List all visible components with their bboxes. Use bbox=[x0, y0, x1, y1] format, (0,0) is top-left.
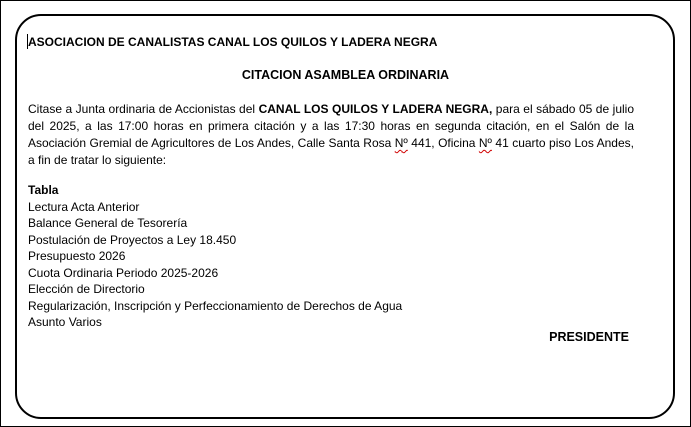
agenda-item: Presupuesto 2026 bbox=[28, 249, 126, 263]
canal-name-bold: CANAL LOS QUILOS Y LADERA NEGRA, bbox=[258, 102, 493, 116]
agenda-heading: Tabla bbox=[28, 183, 59, 197]
summons-paragraph bbox=[28, 101, 634, 169]
agenda-item: Lectura Acta Anterior bbox=[28, 199, 140, 214]
agenda-item: Regularización, Inscripción y Perfeccionamiento de Derechos de Agua bbox=[28, 298, 403, 313]
paragraph-text-5: 441, Oficina bbox=[407, 136, 479, 150]
paragraph-text-1: Citase a Junta ordinaria de Accionistas del bbox=[28, 102, 259, 116]
agenda-item: Balance General de Tesorería bbox=[28, 216, 188, 230]
agenda-item: Elección de Directorio bbox=[28, 282, 145, 296]
agenda-item: Postulación de Proyectos a Ley 18.450 bbox=[28, 232, 237, 247]
agenda-list bbox=[28, 182, 402, 331]
spellcheck-marked-number-sign-2: Nº bbox=[478, 136, 492, 150]
agenda-item: Asunto Varios bbox=[28, 315, 102, 329]
organization-name: ASOCIACION DE CANALISTAS CANAL LOS QUILOS Y LADERA NEGRA bbox=[28, 35, 438, 49]
agenda-item: Cuota Ordinaria Periodo 2025-2026 bbox=[28, 265, 219, 280]
spellcheck-marked-number-sign: Nº bbox=[394, 136, 408, 150]
signature-president: PRESIDENTE bbox=[549, 330, 629, 344]
notice-title: CITACION ASAMBLEA ORDINARIA bbox=[241, 68, 450, 82]
paragraph-text-7: 41 cuarto piso Los Andes, a fin de tratar lo siguiente: bbox=[28, 136, 634, 167]
paragraph-text-3: para el sábado 05 de julio del 2025, a las 17:00 horas en primera citación y a las 17:30 horas en segunda citación, en el Salón de la Asociación Gremial de Agricultores de Los Andes, Calle Santa Rosa bbox=[28, 102, 634, 150]
